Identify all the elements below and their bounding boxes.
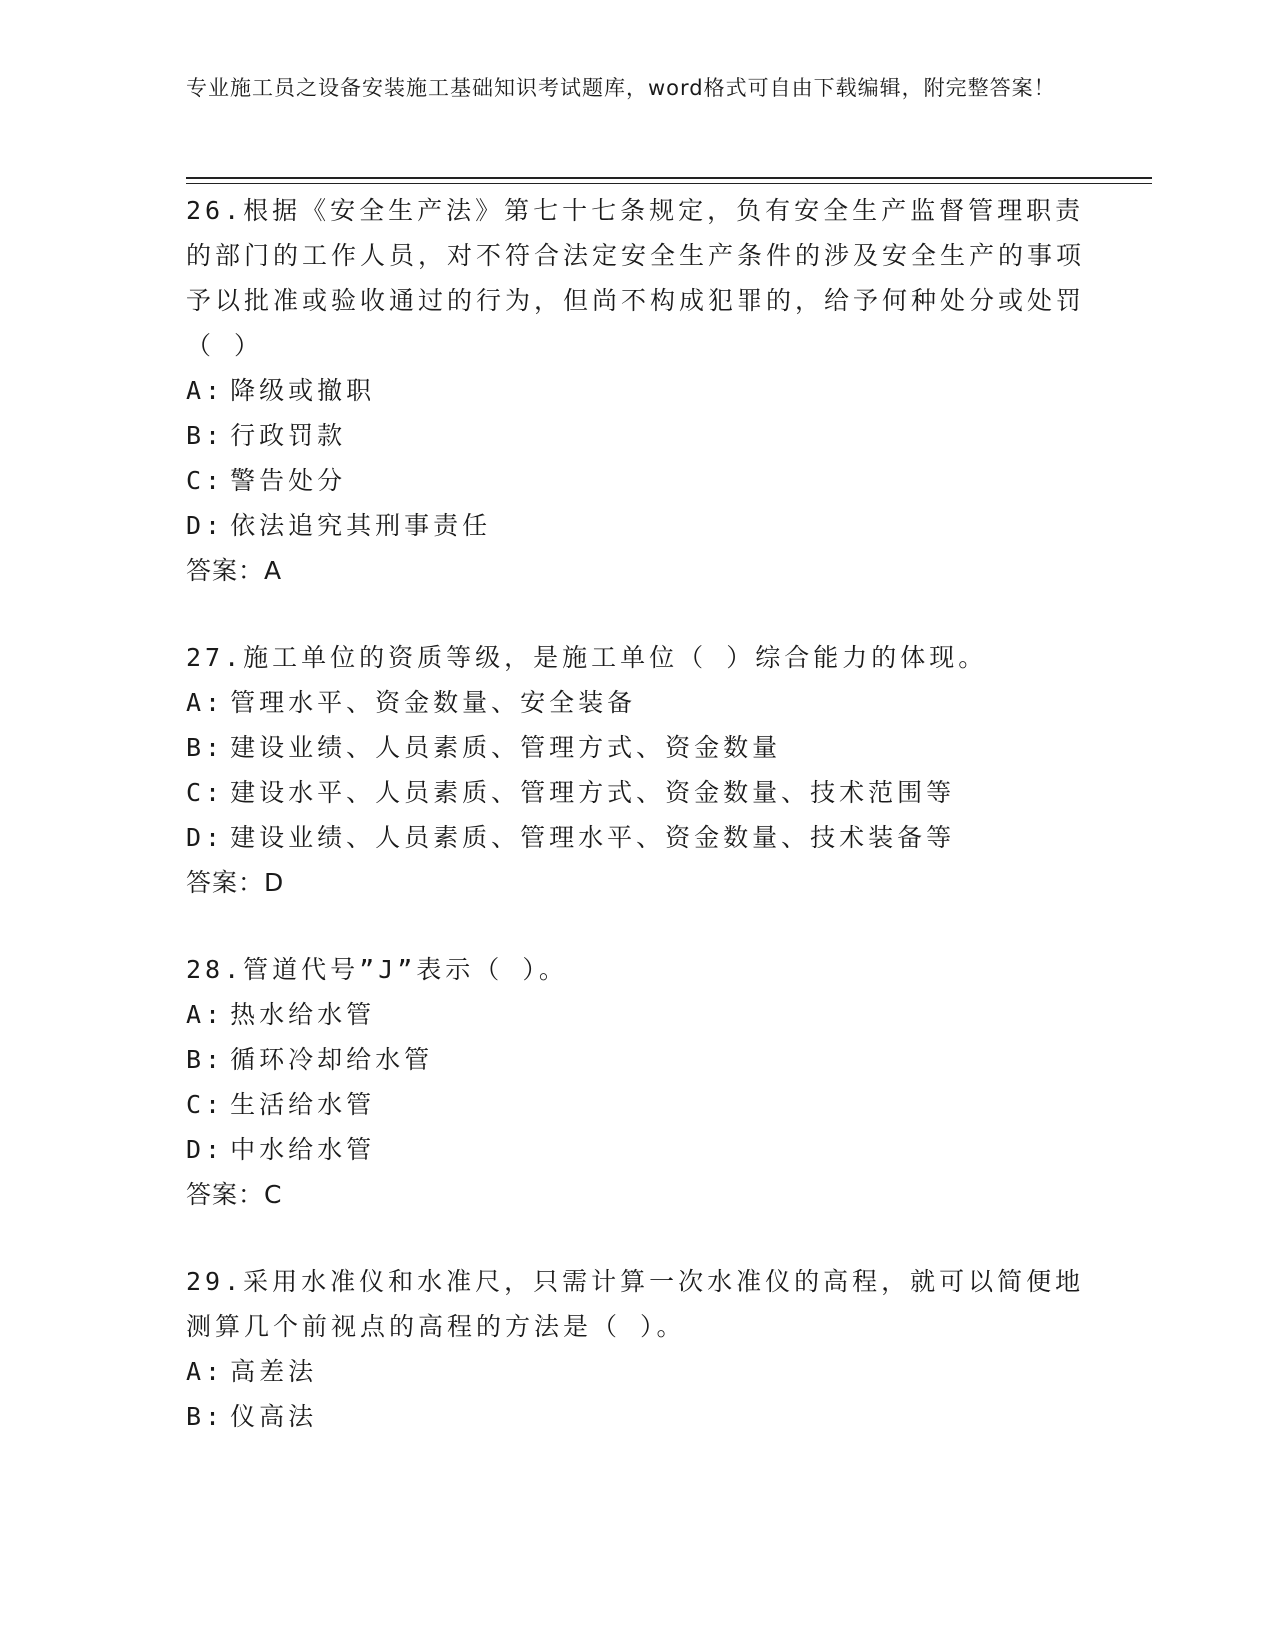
- option-c: [186, 1082, 1086, 1127]
- option-b: [186, 1394, 1086, 1439]
- option-key: C:: [186, 778, 225, 807]
- option-d: [186, 503, 1086, 548]
- question-stem: 29.采用水准仪和水准尺，只需计算一次水准仪的高程，就可以简便地测算几个前视点的高程的方法是（ ）。: [186, 1267, 1085, 1341]
- option-a: [186, 368, 1086, 413]
- option-c: [186, 770, 1086, 815]
- option-key: A:: [186, 1000, 225, 1029]
- question-list: [186, 188, 1086, 1481]
- question-26: [186, 188, 1086, 593]
- option-b: [186, 1037, 1086, 1082]
- option-key: A:: [186, 1357, 225, 1386]
- option-key: D:: [186, 1135, 225, 1164]
- option-text: 降级或撤职: [230, 376, 376, 405]
- question-stem: 27.施工单位的资质等级，是施工单位（ ）综合能力的体现。: [186, 643, 988, 672]
- option-text: 建设水平、人员素质、管理方式、资金数量、技术范围等: [230, 778, 956, 807]
- header-divider-thick: [186, 177, 1152, 179]
- option-d: [186, 1127, 1086, 1172]
- answer-line: 答案：D: [186, 868, 285, 897]
- option-key: B:: [186, 1402, 225, 1431]
- option-key: B:: [186, 421, 225, 450]
- option-d: [186, 815, 1086, 860]
- question-stem: 26.根据《安全生产法》第七十七条规定，负有安全生产监督管理职责的部门的工作人员，对不符合法定安全生产条件的涉及安全生产的事项予以批准或验收通过的行为，但尚不构成犯罪的，给予何种处分或处罚（ ）: [186, 196, 1086, 360]
- answer-line: 答案：C: [186, 1180, 283, 1209]
- option-text: 依法追究其刑事责任: [230, 511, 492, 540]
- option-key: D:: [186, 511, 225, 540]
- option-b: [186, 413, 1086, 458]
- answer-line: 答案：A: [186, 556, 283, 585]
- option-text: 行政罚款: [230, 421, 347, 450]
- question-28: [186, 947, 1086, 1217]
- option-text: 建设业绩、人员素质、管理水平、资金数量、技术装备等: [230, 823, 956, 852]
- option-text: 循环冷却给水管: [230, 1045, 434, 1074]
- option-key: D:: [186, 823, 225, 852]
- option-text: 管理水平、资金数量、安全装备: [230, 688, 637, 717]
- question-stem: 28.管道代号”J”表示（ ）。: [186, 955, 568, 984]
- option-key: A:: [186, 376, 225, 405]
- option-text: 热水给水管: [230, 1000, 376, 1029]
- option-a: [186, 1349, 1086, 1394]
- option-key: A:: [186, 688, 225, 717]
- document-header: 专业施工员之设备安装施工基础知识考试题库，word格式可自由下载编辑，附完整答案！: [186, 76, 1056, 100]
- option-key: C:: [186, 1090, 225, 1119]
- option-key: B:: [186, 1045, 225, 1074]
- option-text: 中水给水管: [230, 1135, 376, 1164]
- header-divider-thin: [186, 183, 1152, 184]
- option-key: C:: [186, 466, 225, 495]
- option-key: B:: [186, 733, 225, 762]
- option-text: 建设业绩、人员素质、管理方式、资金数量: [230, 733, 782, 762]
- option-a: [186, 992, 1086, 1037]
- option-b: [186, 725, 1086, 770]
- question-29: [186, 1259, 1086, 1439]
- option-text: 生活给水管: [230, 1090, 376, 1119]
- option-a: [186, 680, 1086, 725]
- question-27: [186, 635, 1086, 905]
- option-text: 高差法: [230, 1357, 318, 1386]
- option-text: 警告处分: [230, 466, 347, 495]
- option-c: [186, 458, 1086, 503]
- option-text: 仪高法: [230, 1402, 318, 1431]
